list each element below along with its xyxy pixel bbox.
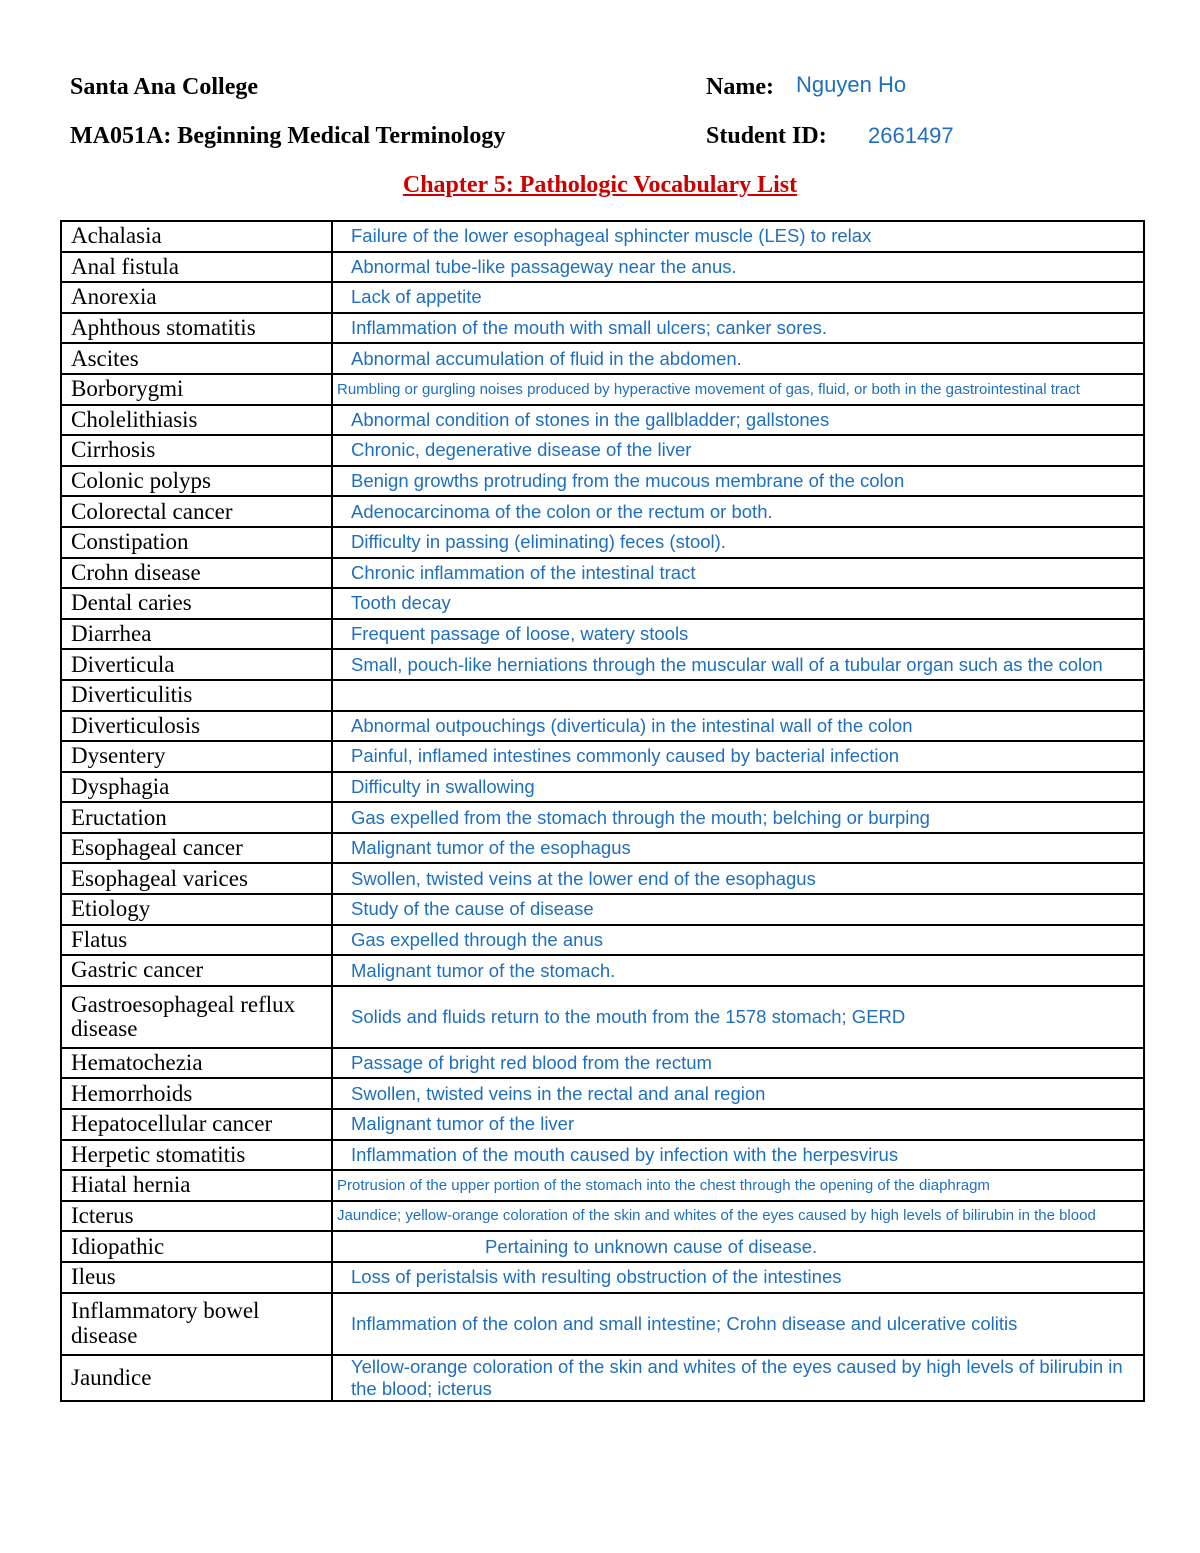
- definition-cell: Pertaining to unknown cause of disease.: [332, 1231, 1144, 1262]
- definition-cell: Gas expelled through the anus: [332, 925, 1144, 956]
- definition-cell: Passage of bright red blood from the rectum: [332, 1048, 1144, 1079]
- definition-cell: Chronic, degenerative disease of the liver: [332, 435, 1144, 466]
- term-cell: Idiopathic: [61, 1231, 332, 1262]
- term-cell: Ileus: [61, 1262, 332, 1293]
- term-cell: Cholelithiasis: [61, 405, 332, 436]
- table-row: [61, 466, 1144, 497]
- term-cell: Ascites: [61, 343, 332, 374]
- table-row: [61, 343, 1144, 374]
- term-cell: Dysphagia: [61, 772, 332, 803]
- definition-cell: Lack of appetite: [332, 282, 1144, 313]
- table-row: [61, 527, 1144, 558]
- term-cell: Diverticula: [61, 649, 332, 680]
- table-row: [61, 221, 1144, 252]
- definition-cell: Jaundice; yellow-orange coloration of the skin and whites of the eyes caused by high levels of bilirubin in the blood: [332, 1201, 1144, 1232]
- term-cell: Cirrhosis: [61, 435, 332, 466]
- definition-cell: Malignant tumor of the liver: [332, 1109, 1144, 1140]
- definition-cell: Frequent passage of loose, watery stools: [332, 619, 1144, 650]
- term-cell: Inflammatory bowel disease: [61, 1293, 332, 1355]
- definition-cell: Study of the cause of disease: [332, 894, 1144, 925]
- table-row: [61, 1262, 1144, 1293]
- definition-cell: Abnormal accumulation of fluid in the abdomen.: [332, 343, 1144, 374]
- definition-cell: Swollen, twisted veins at the lower end of the esophagus: [332, 863, 1144, 894]
- term-cell: Gastric cancer: [61, 955, 332, 986]
- term-cell: Colorectal cancer: [61, 496, 332, 527]
- definition-cell: Loss of peristalsis with resulting obstruction of the intestines: [332, 1262, 1144, 1293]
- definition-cell: Inflammation of the mouth with small ulcers; canker sores.: [332, 313, 1144, 344]
- term-cell: Gastroesophageal reflux disease: [61, 986, 332, 1048]
- definition-cell: Tooth decay: [332, 588, 1144, 619]
- term-cell: Flatus: [61, 925, 332, 956]
- definition-cell: Yellow-orange coloration of the skin and whites of the eyes caused by high levels of bilirubin in the blood; icterus: [332, 1355, 1144, 1401]
- table-row: [61, 1293, 1144, 1355]
- term-cell: Aphthous stomatitis: [61, 313, 332, 344]
- definition-cell: Abnormal tube-like passageway near the anus.: [332, 252, 1144, 283]
- table-row: [61, 649, 1144, 680]
- definition-cell: Inflammation of the mouth caused by infection with the herpesvirus: [332, 1140, 1144, 1171]
- definition-cell: Malignant tumor of the stomach.: [332, 955, 1144, 986]
- term-cell: Jaundice: [61, 1355, 332, 1401]
- table-row: [61, 1048, 1144, 1079]
- table-row: [61, 711, 1144, 742]
- term-cell: Diarrhea: [61, 619, 332, 650]
- table-row: [61, 588, 1144, 619]
- term-cell: Hematochezia: [61, 1048, 332, 1079]
- college-name: Santa Ana College: [70, 74, 259, 100]
- definition-cell: Swollen, twisted veins in the rectal and anal region: [332, 1078, 1144, 1109]
- definition-cell: Abnormal outpouchings (diverticula) in the intestinal wall of the colon: [332, 711, 1144, 742]
- definition-cell: Difficulty in passing (eliminating) feces (stool).: [332, 527, 1144, 558]
- table-row: [61, 374, 1144, 405]
- term-cell: Constipation: [61, 527, 332, 558]
- definition-cell: Small, pouch-like herniations through the muscular wall of a tubular organ such as the colon: [332, 649, 1144, 680]
- table-row: [61, 1078, 1144, 1109]
- definition-cell: Benign growths protruding from the mucous membrane of the colon: [332, 466, 1144, 497]
- term-cell: Diverticulitis: [61, 680, 332, 711]
- table-row: [61, 863, 1144, 894]
- term-cell: Eructation: [61, 802, 332, 833]
- term-cell: Colonic polyps: [61, 466, 332, 497]
- definition-cell: Inflammation of the colon and small intestine; Crohn disease and ulcerative colitis: [332, 1293, 1144, 1355]
- term-cell: Dysentery: [61, 741, 332, 772]
- definition-cell: Protrusion of the upper portion of the stomach into the chest through the opening of the diaphragm: [332, 1170, 1144, 1201]
- definition-cell: Gas expelled from the stomach through the mouth; belching or burping: [332, 802, 1144, 833]
- term-cell: Etiology: [61, 894, 332, 925]
- page-title: Chapter 5: Pathologic Vocabulary List: [402, 172, 798, 198]
- term-cell: Hepatocellular cancer: [61, 1109, 332, 1140]
- table-row: [61, 1201, 1144, 1232]
- student-id-label: Student ID:: [706, 123, 827, 149]
- term-cell: Hiatal hernia: [61, 1170, 332, 1201]
- table-row: [61, 741, 1144, 772]
- table-row: [61, 496, 1144, 527]
- table-row: [61, 313, 1144, 344]
- table-row: [61, 252, 1144, 283]
- term-cell: Borborygmi: [61, 374, 332, 405]
- term-cell: Esophageal varices: [61, 863, 332, 894]
- definition-cell: Adenocarcinoma of the colon or the rectum or both.: [332, 496, 1144, 527]
- table-row: [61, 405, 1144, 436]
- definition-cell: Abnormal condition of stones in the gallbladder; gallstones: [332, 405, 1144, 436]
- table-row: [61, 282, 1144, 313]
- name-value: Nguyen Ho: [796, 72, 907, 97]
- table-row: [61, 435, 1144, 466]
- term-cell: Dental caries: [61, 588, 332, 619]
- term-cell: Herpetic stomatitis: [61, 1140, 332, 1171]
- table-row: [61, 1140, 1144, 1171]
- table-row: [61, 1231, 1144, 1262]
- term-cell: Diverticulosis: [61, 711, 332, 742]
- term-cell: Achalasia: [61, 221, 332, 252]
- term-cell: Anorexia: [61, 282, 332, 313]
- student-id-value: 2661497: [868, 123, 954, 148]
- table-row: [61, 558, 1144, 589]
- table-row: [61, 1355, 1144, 1401]
- term-cell: Icterus: [61, 1201, 332, 1232]
- table-row: [61, 986, 1144, 1048]
- table-row: [61, 1109, 1144, 1140]
- table-row: [61, 680, 1144, 711]
- definition-cell: Difficulty in swallowing: [332, 772, 1144, 803]
- definition-cell: Malignant tumor of the esophagus: [332, 833, 1144, 864]
- table-row: [61, 619, 1144, 650]
- definition-cell: Solids and fluids return to the mouth from the 1578 stomach; GERD: [332, 986, 1144, 1048]
- table-row: [61, 925, 1144, 956]
- vocabulary-table: [60, 220, 1145, 1402]
- table-row: [61, 802, 1144, 833]
- term-cell: Hemorrhoids: [61, 1078, 332, 1109]
- definition-cell: [332, 680, 1144, 711]
- name-label: Name:: [706, 74, 774, 100]
- table-row: [61, 955, 1144, 986]
- definition-cell: Failure of the lower esophageal sphincter muscle (LES) to relax: [332, 221, 1144, 252]
- course-title: MA051A: Beginning Medical Terminology: [70, 123, 506, 149]
- term-cell: Anal fistula: [61, 252, 332, 283]
- table-row: [61, 833, 1144, 864]
- term-cell: Crohn disease: [61, 558, 332, 589]
- term-cell: Esophageal cancer: [61, 833, 332, 864]
- table-row: [61, 772, 1144, 803]
- definition-cell: Chronic inflammation of the intestinal tract: [332, 558, 1144, 589]
- definition-cell: Rumbling or gurgling noises produced by hyperactive movement of gas, fluid, or both in the gastrointestinal tract: [332, 374, 1144, 405]
- table-row: [61, 1170, 1144, 1201]
- table-row: [61, 894, 1144, 925]
- definition-cell: Painful, inflamed intestines commonly caused by bacterial infection: [332, 741, 1144, 772]
